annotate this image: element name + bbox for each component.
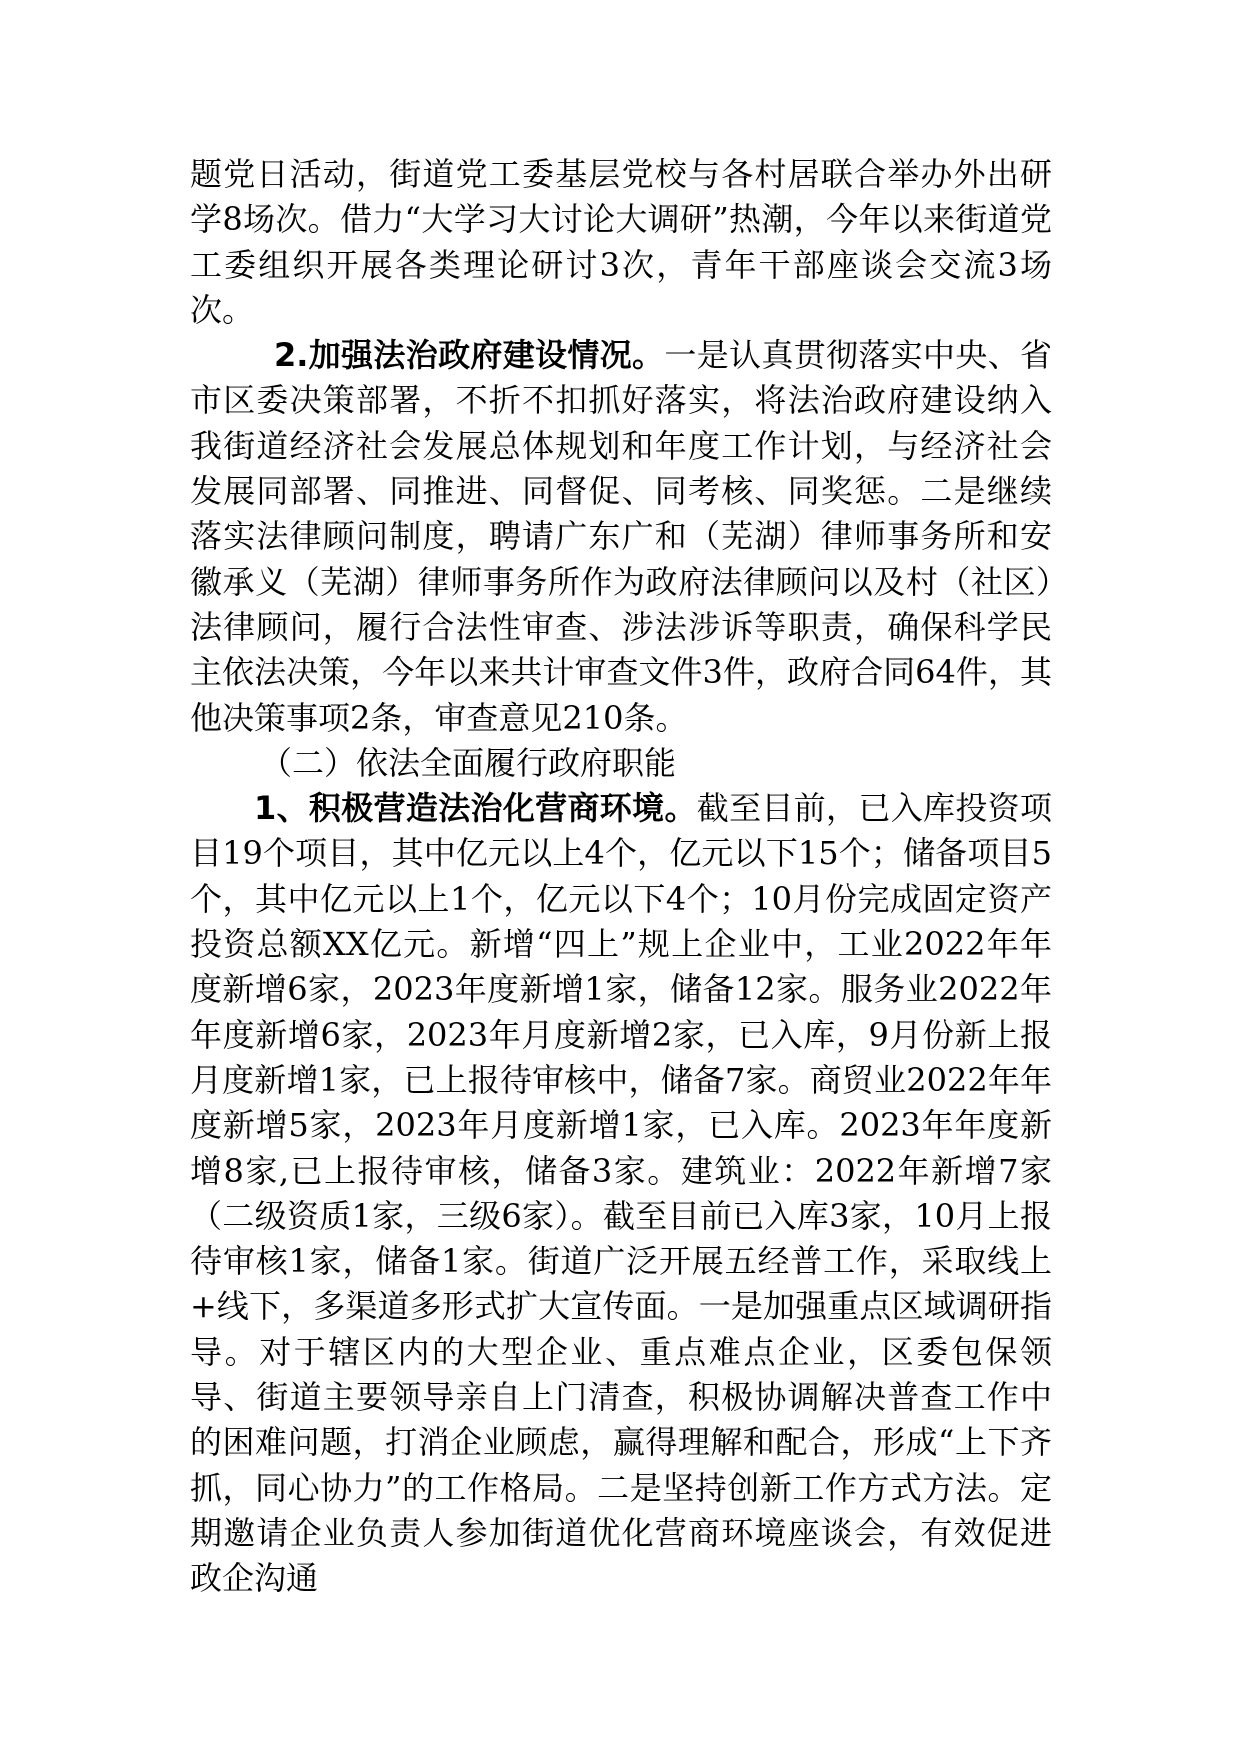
section-heading — [190, 741, 1052, 786]
section-title: （二）依法全面履行政府职能 — [260, 743, 677, 782]
paragraph-text: 一是认真贯彻落实中央、省市区委决策部署，不折不扣抓好落实，将法治政府建设纳入我街道经济社会发展总体规划和年度工作计划，与经济社会发展同部署、同推进、同督促、同考核、同奖惩。二是继续落实法律顾问制度，聘请广东广和（芜湖）律师事务所和安徽承义（芜湖）律师事务所作为政府法律顾问以及村（社区）法律顾问，履行合法性审查、涉法涉诉等职责，确保科学民主依法决策，今年以来共计审查文件3件，政府合同64件，其他决策事项2条，审查意见210条。 — [190, 336, 1052, 737]
paragraph-text: 题党日活动，街道党工委基层党校与各村居联合举办外出研学8场次。借力“大学习大讨论大调研”热潮，今年以来街道党工委组织开展各类理论研讨3次，青年干部座谈会交流3场次。 — [190, 155, 1052, 329]
paragraph-heading: 2.加强法治政府建设情况。 — [274, 336, 665, 375]
paragraph-business-environment — [190, 786, 1052, 1601]
paragraph-text: 截至目前，已入库投资项目19个项目，其中亿元以上4个，亿元以下15个；储备项目5个，其中亿元以上1个，亿元以下4个；10月份完成固定资产投资总额XX亿元。新增“四上”规上企业中，工业2022年年度新增6家，2023年度新增1家，储备12家。服务业2022年年度新增6家，2023年月度新增2家，已入库，9月份新上报月度新增1家，已上报待审核中，储备7家。商贸业2022年年度新增5家，2023年月度新增1家，已入库。2023年年度新增8家,已上报待审核，储备3家。建筑业：2022年新增7家（二级资质1家，三级6家）。截至目前已入库3家，10月上报待审核1家，储备1家。街道广泛开展五经普工作，采取线上+线下，多渠道多形式扩大宣传面。一是加强重点区域调研指导。对于辖区内的大型企业、重点难点企业，区委包保领导、街道主要领导亲自上门清查，积极协调解决普查工作中的困难问题，打消企业顾虑，赢得理解和配合，形成“上下齐抓，同心协力”的工作格局。二是坚持创新工作方式方法。定期邀请企业负责人参加街道优化营商环境座谈会，有效促进政企沟通 — [190, 789, 1052, 1598]
document-page — [190, 152, 1052, 1602]
paragraph-rule-of-law-government — [190, 333, 1052, 741]
paragraph-heading: 1、积极营造法治化营商环境。 — [254, 789, 697, 828]
paragraph-party-activities — [190, 152, 1052, 333]
